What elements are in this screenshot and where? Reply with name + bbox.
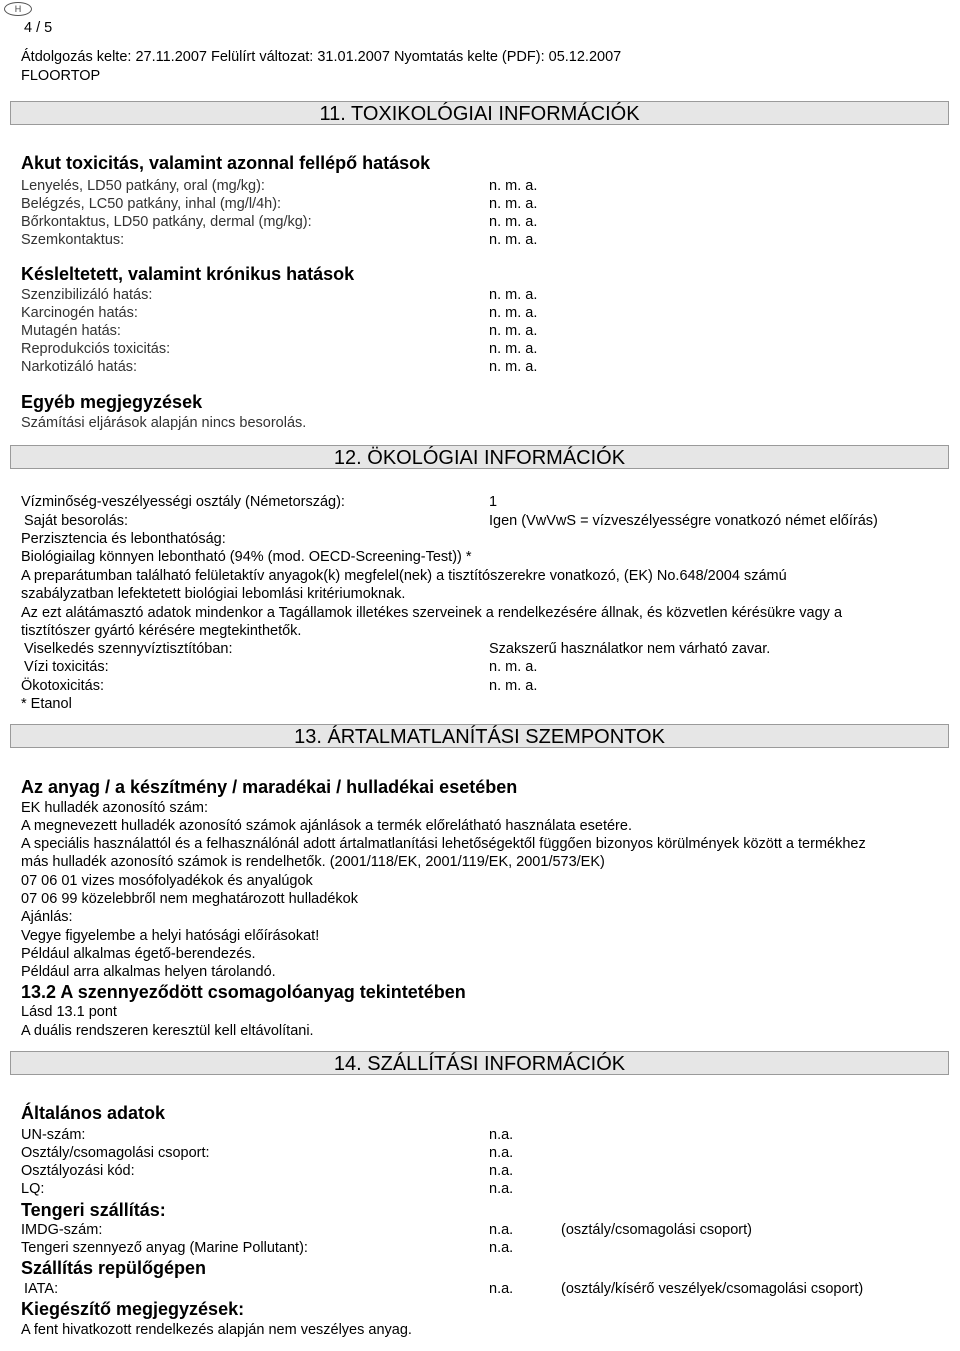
acute-value: n. m. a. <box>489 196 538 212</box>
wgk-value: 1 <box>489 494 498 510</box>
delayed-label: Reprodukciós toxicitás: <box>21 341 171 357</box>
additional-remarks-text: A fent hivatkozott rendelkezés alapján nem veszélyes anyag. <box>21 1322 412 1338</box>
acute-toxicity-heading: Akut toxicitás, valamint azonnal fellépő hatások <box>21 153 431 173</box>
imdg-value: n.a. <box>489 1222 514 1238</box>
packaging-line: Lásd 13.1 pont <box>21 1004 117 1020</box>
waste-line: EK hulladék azonosító szám: <box>21 800 208 816</box>
footnote: * Etanol <box>21 696 72 712</box>
aquatic-toxicity-value: n. m. a. <box>489 659 538 675</box>
waste-line: más hulladék azonosító számok is rendelhetők. (2001/118/EK, 2001/119/EK, 2001/573/EK) <box>21 854 605 870</box>
iata-value: n.a. <box>489 1281 514 1297</box>
waste-line: A speciális használattól és a felhasználónál adott ártalmatlanítási lehetőségektől függően bizonyos körülmények között a termékhez <box>21 836 866 852</box>
waste-line: Például alkalmas égető-berendezés. <box>21 946 256 962</box>
data-availability-text: tisztítószer gyártó kérésére megtekinthetők. <box>21 623 302 639</box>
revision-dates: Átdolgozás kelte: 27.11.2007 Felülírt változat: 31.01.2007 Nyomtatás kelte (PDF): 05.12.2007 <box>21 49 622 65</box>
imdg-label: IMDG-szám: <box>21 1222 103 1238</box>
section-11-title: 11. TOXIKOLÓGIAI INFORMÁCIÓK <box>319 103 640 125</box>
imdg-note: (osztály/csomagolási csoport) <box>561 1222 752 1238</box>
section-13-header <box>10 724 949 748</box>
data-availability-text: Az ezt alátámasztó adatok mindenkor a Tagállamok illetékes szerveinek a rendelkezésére állnak, és közvetlen kérésükre vagy a <box>21 605 843 621</box>
persistence-label: Perzisztencia és lebonthatóság: <box>21 531 226 547</box>
section-14-header <box>10 1051 949 1075</box>
acute-value: n. m. a. <box>489 214 538 230</box>
section-12-header <box>10 445 949 469</box>
wgk-label: Vízminőség-veszélyességi osztály (Németország): <box>21 494 345 510</box>
surfactant-text: szabályzatban lefektetett biológiai lebomlási kritériumoknak. <box>21 586 406 602</box>
delayed-label: Narkotizáló hatás: <box>21 359 138 375</box>
marine-pollutant-label: Tengeri szennyező anyag (Marine Pollutant): <box>21 1240 308 1256</box>
packaging-line: A duális rendszeren keresztül kell eltávolítani. <box>21 1023 314 1039</box>
product-name: FLOORTOP <box>21 68 101 84</box>
ecotoxicity-label: Ökotoxicitás: <box>21 678 104 694</box>
delayed-value: n. m. a. <box>489 287 538 303</box>
acute-label: Belégzés, LC50 patkány, inhal (mg/l/4h): <box>21 196 282 212</box>
sewage-label: Viselkedés szennyvíztisztítóban: <box>24 641 233 657</box>
additional-remarks-heading: Kiegészítő megjegyzések: <box>21 1299 245 1319</box>
marine-pollutant-value: n.a. <box>489 1240 514 1256</box>
surfactant-text: A preparátumban található felületaktív anyagok(k) megfelel(nek) a tisztítószerekre vonatkozó, (EK) No.648/2004 számú <box>21 568 787 584</box>
section-14-title: 14. SZÁLLÍTÁSI INFORMÁCIÓK <box>333 1053 626 1075</box>
packaging-heading: 13.2 A szennyeződött csomagolóanyag tekintetében <box>21 982 466 1002</box>
section-12-title: 12. ÖKOLÓGIAI INFORMÁCIÓK <box>333 447 626 469</box>
delayed-value: n. m. a. <box>489 305 538 321</box>
transport-label: LQ: <box>21 1181 45 1197</box>
waste-line: Vegye figyelembe a helyi hatósági előírásokat! <box>21 928 320 944</box>
waste-line: 07 06 01 vizes mosófolyadékok és anyalúgok <box>21 873 313 889</box>
transport-value: n.a. <box>489 1127 514 1143</box>
acute-value: n. m. a. <box>489 232 538 248</box>
delayed-effects-heading: Késleltetett, valamint krónikus hatások <box>21 264 355 284</box>
sea-transport-heading: Tengeri szállítás: <box>21 1200 166 1220</box>
transport-label: Osztályozási kód: <box>21 1163 135 1179</box>
delayed-label: Szenzibilizáló hatás: <box>21 287 153 303</box>
other-remarks-text: Számítási eljárások alapján nincs besorolás. <box>21 415 307 431</box>
ecotoxicity-value: n. m. a. <box>489 678 538 694</box>
acute-label: Bőrkontaktus, LD50 patkány, dermal (mg/kg): <box>21 214 312 230</box>
waste-heading: Az anyag / a készítmény / maradékai / hulladékai esetében <box>21 777 518 797</box>
transport-label: Osztály/csomagolási csoport: <box>21 1145 210 1161</box>
iata-note: (osztály/kísérő veszélyek/csomagolási csoport) <box>561 1281 864 1297</box>
delayed-value: n. m. a. <box>489 323 538 339</box>
air-transport-heading: Szállítás repülőgépen <box>21 1258 207 1278</box>
other-remarks-heading: Egyéb megjegyzések <box>21 392 203 412</box>
own-classification-value: Igen (VwVwS = vízveszélyességre vonatkozó német előírás) <box>489 513 878 529</box>
section-13-title: 13. ÁRTALMATLANÍTÁSI SZEMPONTOK <box>294 726 665 748</box>
transport-value: n.a. <box>489 1181 514 1197</box>
manufacturer-logo: H <box>4 2 32 16</box>
general-data-heading: Általános adatok <box>21 1103 166 1123</box>
transport-value: n.a. <box>489 1145 514 1161</box>
iata-label: IATA: <box>24 1281 59 1297</box>
acute-value: n. m. a. <box>489 178 538 194</box>
biodegradability-text: Biológiailag könnyen lebontható (94% (mod. OECD-Screening-Test)) * <box>21 549 472 565</box>
transport-label: UN-szám: <box>21 1127 86 1143</box>
acute-label: Szemkontaktus: <box>21 232 125 248</box>
delayed-value: n. m. a. <box>489 341 538 357</box>
page-number: 4 / 5 <box>24 20 53 36</box>
section-11-header <box>10 101 949 125</box>
acute-label: Lenyelés, LD50 patkány, oral (mg/kg): <box>21 178 265 194</box>
waste-line: 07 06 99 közelebbről nem meghatározott hulladékok <box>21 891 358 907</box>
sewage-value: Szakszerű használatkor nem várható zavar. <box>489 641 771 657</box>
delayed-label: Mutagén hatás: <box>21 323 121 339</box>
aquatic-toxicity-label: Vízi toxicitás: <box>24 659 109 675</box>
waste-line: A megnevezett hulladék azonosító számok ajánlások a termék előrelátható használata esetére. <box>21 818 632 834</box>
own-classification-label: Saját besorolás: <box>24 513 128 529</box>
delayed-label: Karcinogén hatás: <box>21 305 138 321</box>
waste-line: Ajánlás: <box>21 909 73 925</box>
delayed-value: n. m. a. <box>489 359 538 375</box>
transport-value: n.a. <box>489 1163 514 1179</box>
waste-line: Például arra alkalmas helyen tárolandó. <box>21 964 276 980</box>
